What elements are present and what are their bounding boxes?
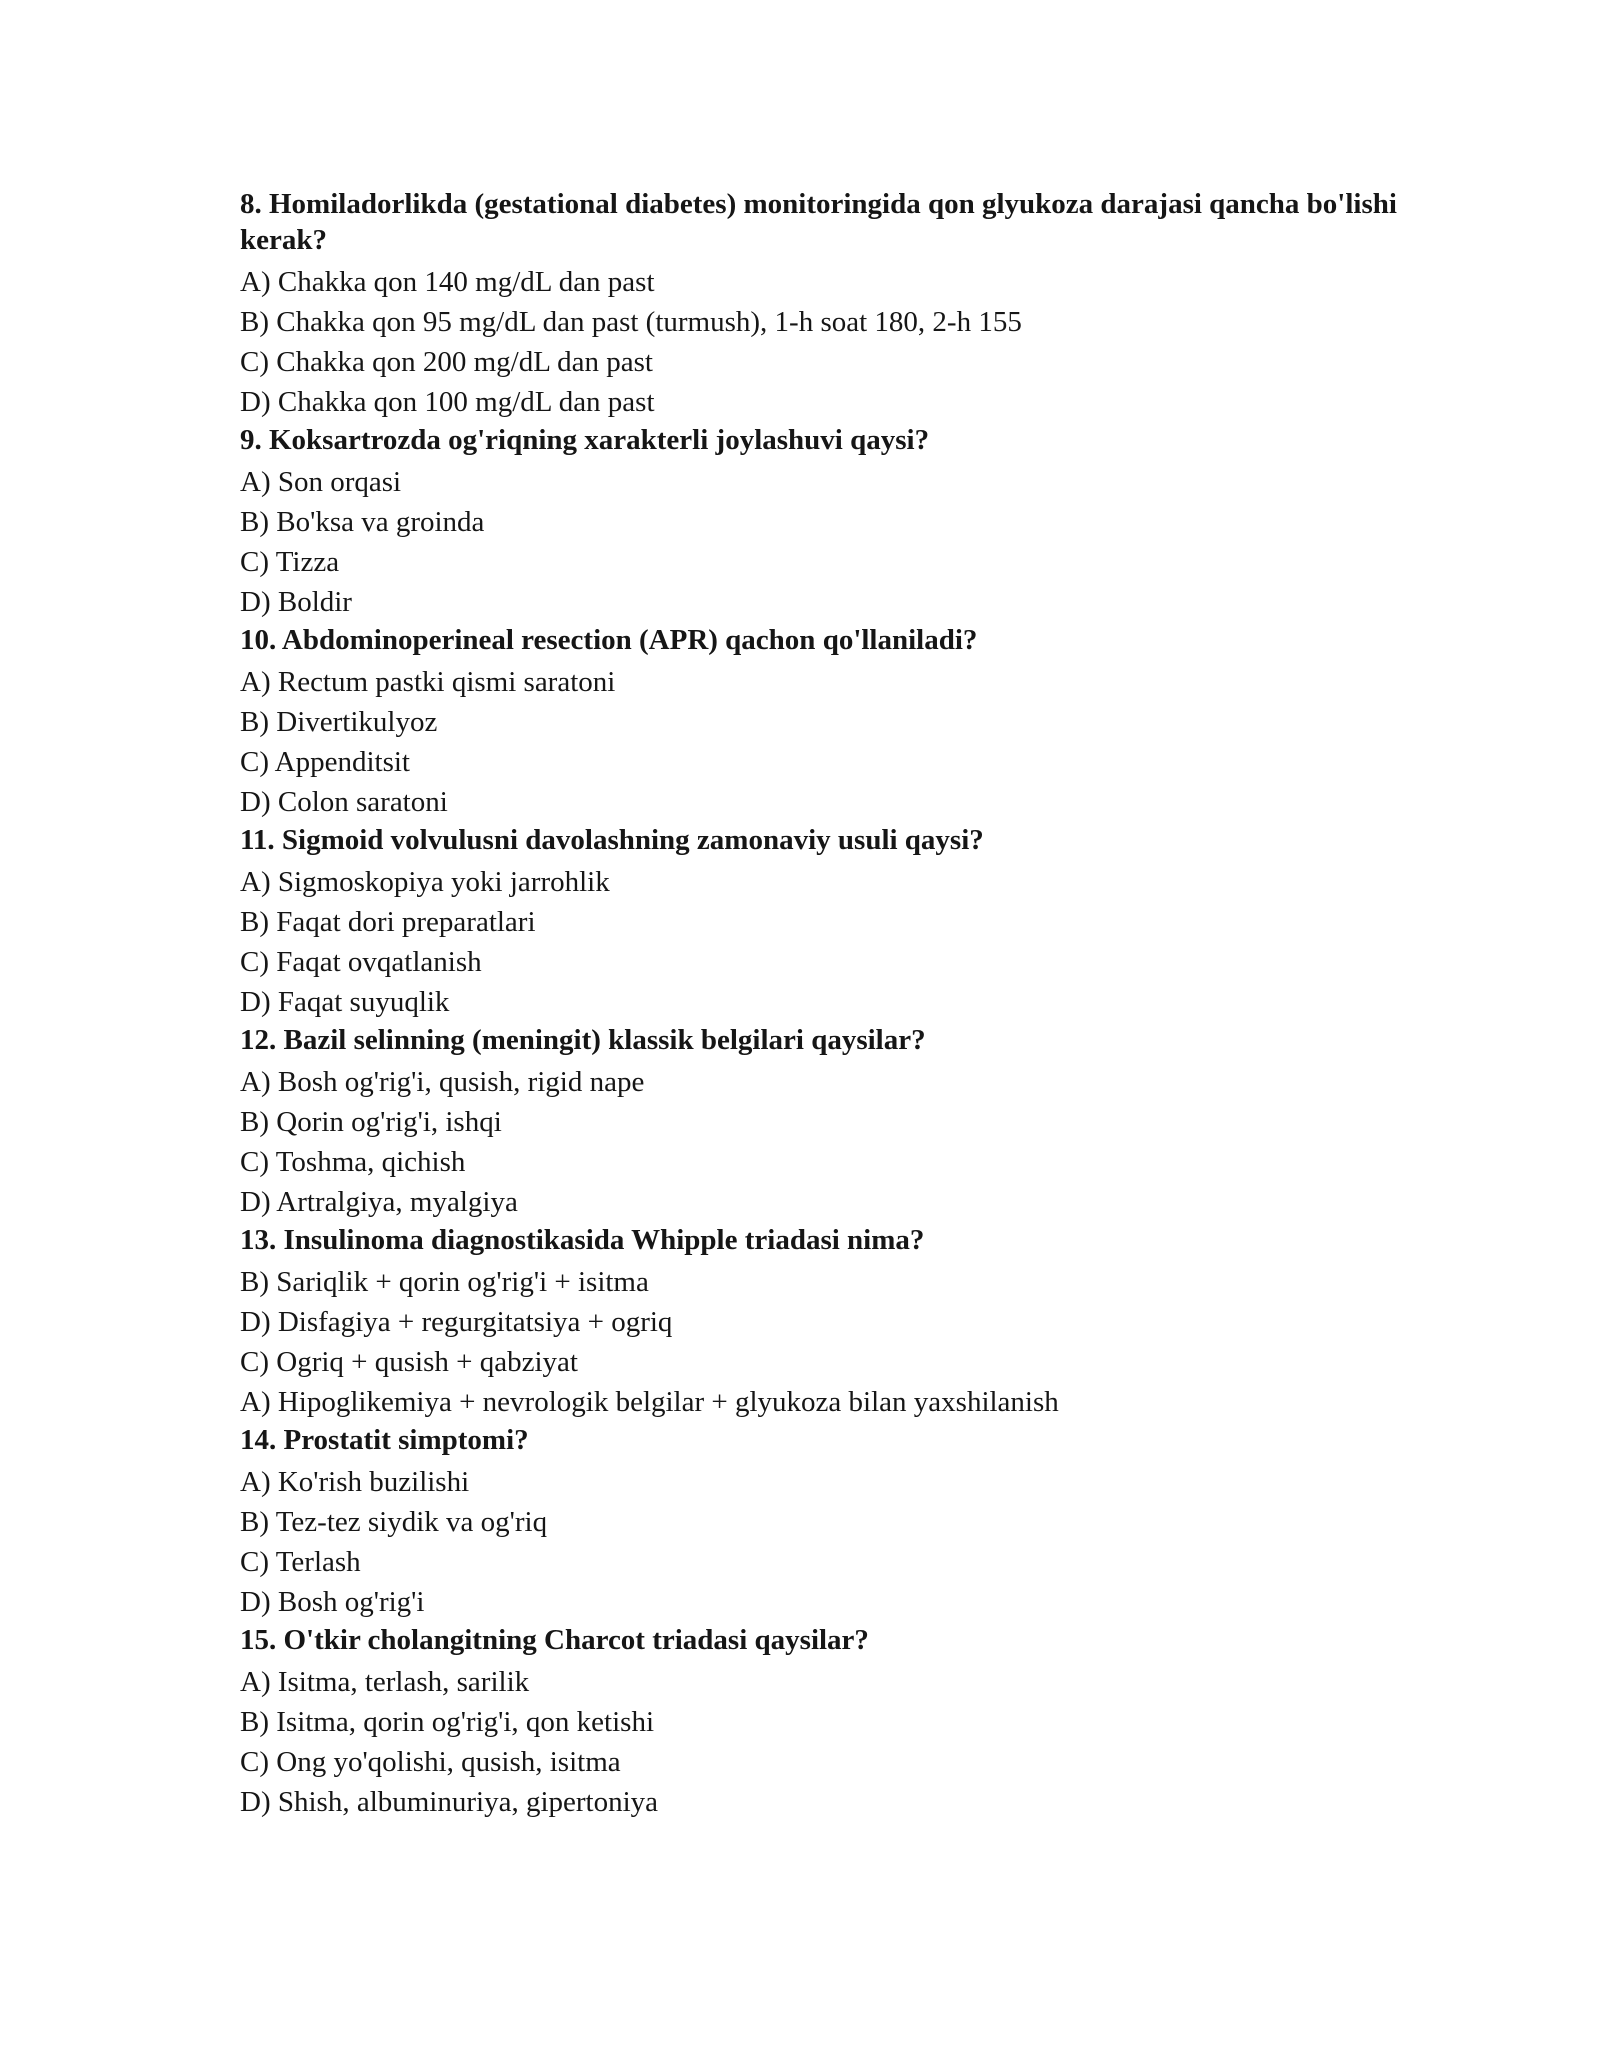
answer-option: C) Chakka qon 200 mg/dL dan past <box>240 346 653 378</box>
answer-option: A) Chakka qon 140 mg/dL dan past <box>240 266 655 298</box>
answer-option: A) Sigmoskopiya yoki jarrohlik <box>240 866 610 898</box>
answer-option: B) Chakka qon 95 mg/dL dan past (turmush), 1-h soat 180, 2-h 155 <box>240 306 1022 338</box>
answer-option: D) Shish, albuminuriya, gipertoniya <box>240 1786 659 1818</box>
answer-option: D) Boldir <box>240 586 352 618</box>
answer-option: B) Divertikulyoz <box>240 706 438 738</box>
question-title: 15. O'tkir cholangitning Charcot triadasi qaysilar? <box>240 1624 869 1656</box>
question-title: 9. Koksartrozda og'riqning xarakterli joylashuvi qaysi? <box>240 424 930 456</box>
answer-option: D) Artralgiya, myalgiya <box>240 1186 518 1218</box>
answer-option: A) Bosh og'rig'i, qusish, rigid nape <box>240 1066 645 1098</box>
answer-option: D) Disfagiya + regurgitatsiya + ogriq <box>240 1306 673 1338</box>
question-15 <box>240 1622 1420 1822</box>
answer-option: D) Faqat suyuqlik <box>240 986 450 1018</box>
question-title: 13. Insulinoma diagnostikasida Whipple triadasi nima? <box>240 1224 925 1256</box>
question-11 <box>240 822 1420 1022</box>
document-page <box>240 186 1420 1822</box>
answer-option: D) Chakka qon 100 mg/dL dan past <box>240 386 655 418</box>
answer-option: D) Colon saratoni <box>240 786 448 818</box>
answer-option: A) Son orqasi <box>240 466 402 498</box>
answer-option: B) Isitma, qorin og'rig'i, qon ketishi <box>240 1706 655 1738</box>
question-9 <box>240 422 1420 622</box>
question-title: 10. Abdominoperineal resection (APR) qachon qo'llaniladi? <box>240 624 978 656</box>
question-title: 14. Prostatit simptomi? <box>240 1424 529 1456</box>
answer-option: C) Terlash <box>240 1546 361 1578</box>
answer-option: C) Appenditsit <box>240 746 410 778</box>
question-8 <box>240 186 1420 422</box>
answer-option: A) Hipoglikemiya + nevrologik belgilar + glyukoza bilan yaxshilanish <box>240 1386 1059 1418</box>
answer-option: B) Faqat dori preparatlari <box>240 906 536 938</box>
answer-option: C) Faqat ovqatlanish <box>240 946 482 978</box>
question-title: 11. Sigmoid volvulusni davolashning zamonaviy usuli qaysi? <box>240 824 984 856</box>
answer-option: B) Bo'ksa va groinda <box>240 506 485 538</box>
answer-option: A) Ko'rish buzilishi <box>240 1466 470 1498</box>
question-10 <box>240 622 1420 822</box>
question-12 <box>240 1022 1420 1222</box>
question-13 <box>240 1222 1420 1422</box>
answer-option: A) Rectum pastki qismi saratoni <box>240 666 616 698</box>
question-title: 12. Bazil selinning (meningit) klassik belgilari qaysilar? <box>240 1024 926 1056</box>
question-14 <box>240 1422 1420 1622</box>
answer-option: C) Ong yo'qolishi, qusish, isitma <box>240 1746 621 1778</box>
answer-option: C) Toshma, qichish <box>240 1146 466 1178</box>
answer-option: C) Tizza <box>240 546 340 578</box>
answer-option: D) Bosh og'rig'i <box>240 1586 425 1618</box>
answer-option: B) Tez-tez siydik va og'riq <box>240 1506 548 1538</box>
answer-option: B) Sariqlik + qorin og'rig'i + isitma <box>240 1266 649 1298</box>
question-title: 8. Homiladorlikda (gestational diabetes) monitoringida qon glyukoza darajasi qancha bo'lishi kerak? <box>240 188 1397 256</box>
answer-option: B) Qorin og'rig'i, ishqi <box>240 1106 502 1138</box>
answer-option: A) Isitma, terlash, sarilik <box>240 1666 530 1698</box>
answer-option: C) Ogriq + qusish + qabziyat <box>240 1346 578 1378</box>
